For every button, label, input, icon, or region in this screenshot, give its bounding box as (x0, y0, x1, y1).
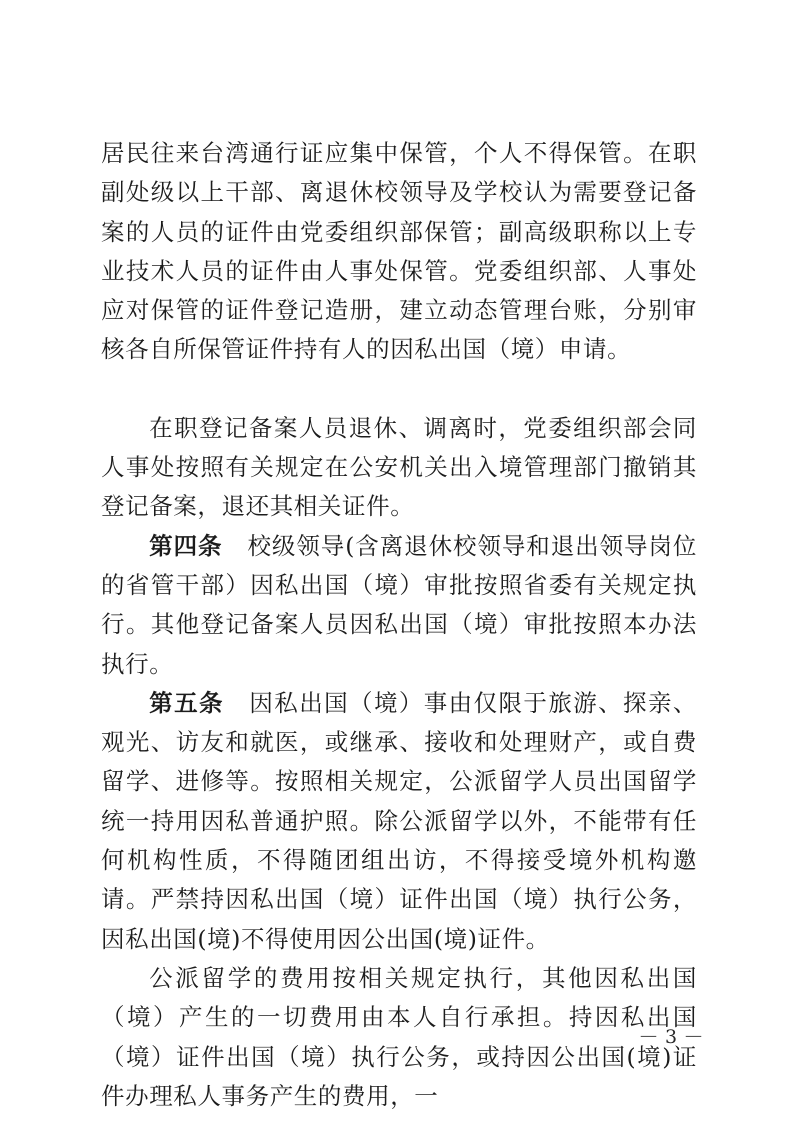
paragraph-article-five (101, 684, 697, 959)
article-label-four: 第四条 (149, 531, 223, 560)
paragraph-expenses: 公派留学的费用按相关规定执行，其他因私出国（境）产生的一切费用由本人自行承担。持因私出国（境）证件出国（境）执行公务，或持因公出国(境)证件办理私人事务产生的费用，一 (101, 963, 697, 1110)
article-four-text: 校级领导(含离退休校领导和退出领导岗位的省管干部）因私出国（境）审批按照省委有关规定执行。其他登记备案人员因私出国（境）审批按照本办法执行。 (101, 531, 697, 678)
document-body (101, 134, 697, 1116)
article-label-five: 第五条 (149, 688, 224, 717)
article-five-text: 因私出国（境）事由仅限于旅游、探亲、观光、访友和就医，或继承、接收和处理财产，或自费留学、进修等。按照相关规定，公派留学人员出国留学统一持用因私普通护照。除公派留学以外，不能带有任何机构性质，不得随团组出访，不得接受境外机构邀请。严禁持因私出国（境）证件出国（境）执行公务，因私出国(境)不得使用因公出国(境)证件。 (101, 688, 697, 953)
page-number-dash-right: — (685, 1026, 704, 1046)
page-number-group (640, 1026, 703, 1048)
page-number-dash-left: — (639, 1026, 658, 1046)
page-number-footer (0, 1026, 793, 1048)
page-number-value: 3 (664, 1026, 679, 1048)
paragraph-article-four (101, 527, 697, 684)
paragraph-registration-cancellation: 在职登记备案人员退休、调离时，党委组织部会同人事处按照有关规定在公安机关出入境管理部门撤销其登记备案，退还其相关证件。 (101, 413, 697, 521)
paragraph-continuation: 居民往来台湾通行证应集中保管，个人不得保管。在职副处级以上干部、离退休校领导及学校认为需要登记备案的人员的证件由党委组织部保管；副高级职称以上专业技术人员的证件由人事处保管。党委组织部、人事处应对保管的证件登记造册，建立动态管理台账，分别审核各自所保管证件持有人的因私出国（境）申请。 (101, 139, 697, 364)
